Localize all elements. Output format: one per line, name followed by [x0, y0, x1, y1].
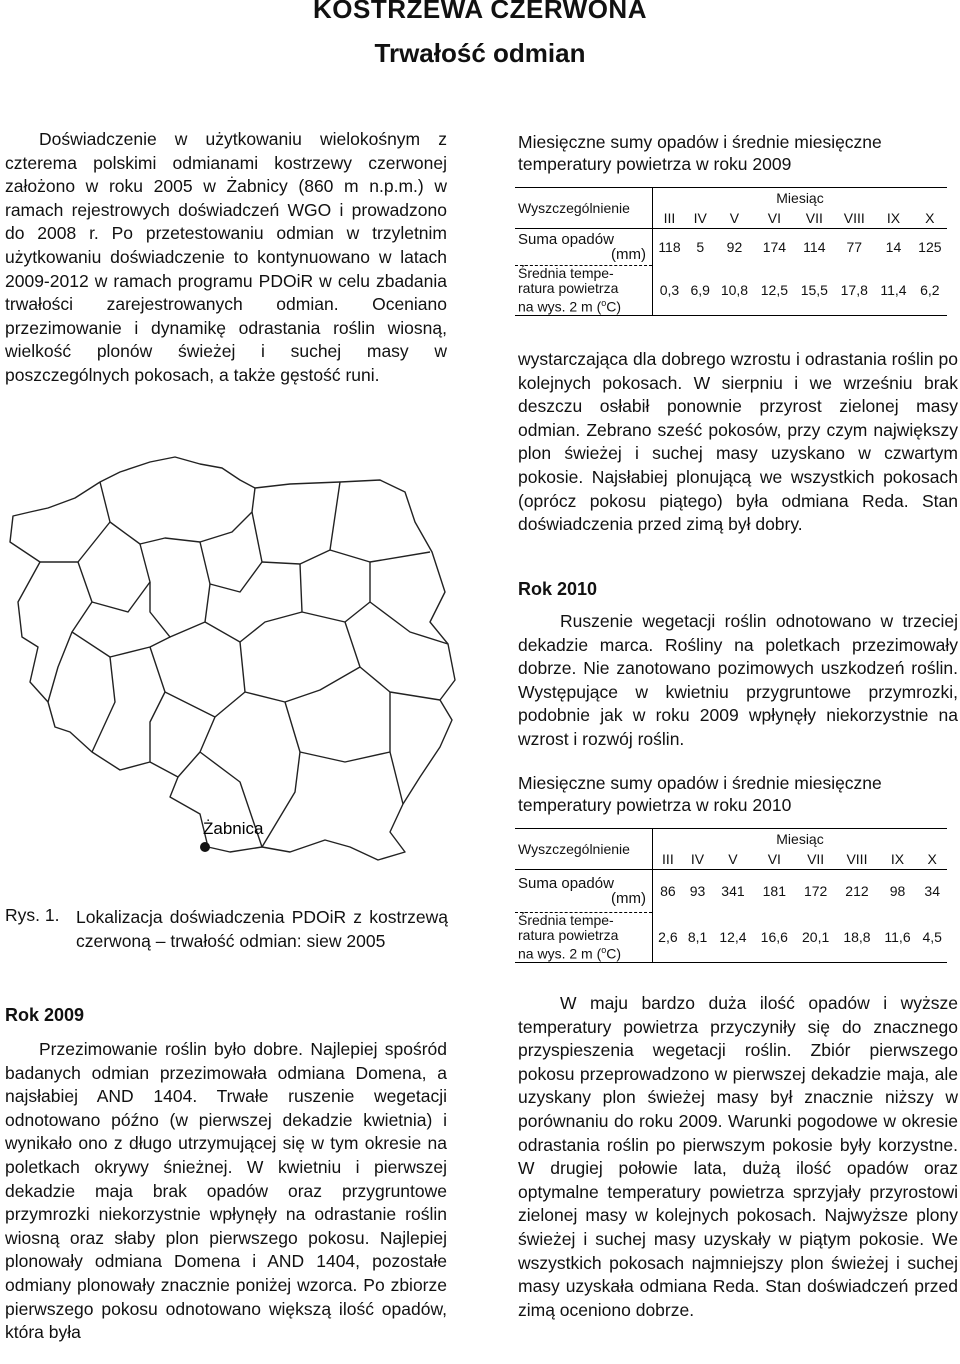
map-location-label: Żabnica [203, 819, 264, 838]
temp-cell: 18,8 [836, 913, 877, 963]
row-label-line: na wys. 2 m ($^o$C) [518, 945, 622, 962]
precip-cell: 92 [726, 239, 743, 256]
month-header: III [653, 849, 683, 870]
month-header: IX [874, 208, 912, 229]
month-header: IV [686, 208, 715, 229]
temp-cell: 12,4 [712, 913, 753, 963]
temp-cell: 15,5 [794, 266, 834, 316]
precip-cell: 77 [846, 239, 863, 256]
month-header: IX [878, 849, 918, 870]
precip-cell: 93 [689, 883, 706, 900]
row-label-line: (mm) [611, 890, 646, 907]
row-label-line: Średnia tempe- [518, 265, 614, 281]
section-text-2010-part2: W maju bardzo duża ilość opadów i wyższe temperatury powietrza przyczyniły się do znacznego przyspieszenia wegetacji roślin. Zbiór pierwszego pokosu przeprowadzono w pierwszej dekadzie maja, ale uzyskany plon świeżej masy był znacznie niższy w porównaniu do roku 2009. Warunki pogodowe w okresie odrastania roślin po pierwszym pokosie były korzystne. W drugiej połowie lata, dużą ilość opadów oraz optymalne temperatury powietrza sprzyjały przyrostowi zielonej masy w kolejnych pokosach. Najwyższe plony świeżej i suchej masy uzyskały w piątym pokosie. We wszystkich pokosach najmniejszy plon świeżej i suchej masy uzyskała odmiana Reda. Stan doświadczeń przed zimą oceniono dobrze. [518, 993, 958, 1320]
precip-cell: 181 [762, 883, 786, 900]
month-header: V [714, 208, 754, 229]
month-header: X [913, 208, 947, 229]
country-border [10, 457, 455, 860]
temp-cell: 0,3 [653, 266, 686, 316]
temp-cell: 16,6 [754, 913, 795, 963]
climate-table-2010 [515, 828, 947, 963]
precip-cell: 118 [653, 229, 686, 266]
temp-cell: 11,6 [878, 913, 918, 963]
poland-map [0, 452, 460, 892]
precip-cell: 114 [803, 239, 826, 256]
temp-cell: 17,8 [834, 266, 874, 316]
row-label-line: ratura powietrza [518, 280, 619, 296]
temp-cell: 2,6 [653, 913, 683, 963]
row-label-temp [515, 266, 653, 316]
month-header: X [917, 849, 947, 870]
figure-caption-text: Lokalizacja doświadczenia PDOiR z kostrzewą czerwoną – trwałość odmian: siew 2005 [76, 907, 448, 951]
zabnica-location-marker [200, 842, 210, 852]
precip-cell: 172 [803, 883, 828, 900]
temp-cell: 10,8 [714, 266, 754, 316]
temp-cell: 12,5 [754, 266, 794, 316]
figure-caption-label: Rys. 1. [5, 905, 60, 925]
climate-table-2009 [515, 187, 947, 316]
month-header: VII [794, 208, 834, 229]
document-title: KOSTRZEWA CZERWONA [313, 0, 647, 24]
precip-cell: 341 [721, 883, 745, 900]
section-text-2009: Przezimowanie roślin było dobre. Najlepiej spośród badanych odmian przezimowała odmiana Domena, a najsłabiej AND 1404. Trwałe ruszenie wegetacji odnotowano późno (w pierwszej dekadzie kwietnia) i wynikało ono z długo utrzymującej się w tym okresie na poletkach okrywy śnieżnej. W kwietniu i pierwszej dekadzie maja brak opadów oraz przygruntowe przymrozki niekorzystnie wpłynęły na odrastanie roślin wiosną oraz słaby plon pierwszego pokosu. Najlepiej plonowały odmiana Domena i AND 1404, pozostałe odmiany plonowały znacznie poniżej wzorca. Po zbiorze pierwszego pokosu odnotowano większą ilość opadów, która była [5, 1039, 447, 1343]
precip-cell: 86 [653, 870, 683, 913]
row-label-line: Średnia tempe- [518, 912, 614, 928]
month-header: VIII [836, 849, 877, 870]
precip-cell: 5 [696, 239, 705, 256]
precip-cell: 212 [845, 883, 869, 900]
intro-paragraph: Doświadczenie w użytkowaniu wielokośnym z czterema polskimi odmianami kostrzewy czerwonej założono w roku 2005 w Żabnicy (860 m n.p.m.) w ramach rejestrowych doświadczeń WGO i prowadzono do 2008 r. Po przetestowaniu odmian w trzyletnim użytkowaniu doświadczenie to kontynuowano w latach 2009-2012 w ramach programu PDOiR w celu zbadania trwałości zarejestrowanych odmian. Oceniano przezimowanie i dynamikę odrastania roślin wiosną, wielkość plonów świeżej i suchej masy w poszczególnych pokosach, a także gęstość runi. [5, 129, 447, 385]
month-header: V [712, 849, 753, 870]
section-text-2010: Ruszenie wegetacji roślin odnotowano w trzeciej dekadzie marca. Rośliny na poletkach przezimowały dobrze. Nie zanotowano pozimowych uszkodzeń roślin. Występujące w kwietniu przygruntowe przymrozki, podobnie jak w roku 2009 wpłynęły niekorzystnie na wzrost i rozwój roślin. [518, 611, 958, 749]
section-text-2009-continued: wystarczająca dla dobrego wzrostu i odrastania roślin po kolejnych pokosach. W sierpniu i we wrześniu brak deszczu osłabił ponownie przyrost zielonej masy odmian. Zebrano sześć pokosów, przy czym największy plon świeżej i suchej masy uzyskano w czwartym pokosie. Najsłabiej plonującą we wszystkich pokosach (oprócz pokosu piątego) była odmiana Reda. Stan doświadczenia przed zimą był dobry. [518, 349, 958, 535]
temp-cell: 11,4 [874, 266, 912, 316]
document-subtitle: Trwałość odmian [374, 38, 586, 68]
precip-cell: 125 [918, 239, 942, 256]
precip-cell: 14 [885, 239, 902, 256]
month-header: IV [683, 849, 713, 870]
row-label-line: (mm) [611, 246, 646, 263]
month-header: VII [795, 849, 836, 870]
row-label-precip [515, 229, 653, 266]
month-header: III [653, 208, 686, 229]
row-label-line: Suma opadów [518, 875, 614, 892]
table-header-label: Wyszczególnienie [515, 829, 653, 870]
table-2010-caption: Miesięczne sumy opadów i średnie miesięczne temperatury powietrza w roku 2010 [518, 773, 882, 815]
table-2009-caption: Miesięczne sumy opadów i średnie miesięczne temperatury powietrza w roku 2009 [518, 132, 882, 174]
precip-cell: 174 [762, 239, 787, 256]
section-heading-2009: Rok 2009 [5, 1005, 85, 1025]
row-label-line: Suma opadów [518, 231, 614, 248]
temp-cell: 8,1 [683, 913, 713, 963]
table-header-month: Miesiąc [653, 829, 948, 850]
precip-cell: 98 [889, 883, 906, 900]
temp-cell: 4,5 [917, 913, 947, 963]
section-heading-2010: Rok 2010 [518, 579, 598, 599]
row-label-precip [515, 870, 653, 913]
precip-cell: 34 [924, 883, 940, 900]
temp-cell: 6,2 [913, 266, 947, 316]
table-header-month: Miesiąc [653, 188, 948, 209]
table-header-label: Wyszczególnienie [515, 188, 653, 229]
temp-cell: 6,9 [686, 266, 715, 316]
row-label-line: ratura powietrza [518, 927, 619, 943]
month-header: VIII [834, 208, 874, 229]
temp-cell: 20,1 [795, 913, 836, 963]
month-header: VI [754, 849, 795, 870]
row-label-temp [515, 913, 653, 963]
row-label-line: na wys. 2 m ($^o$C) [518, 298, 622, 315]
month-header: VI [754, 208, 794, 229]
